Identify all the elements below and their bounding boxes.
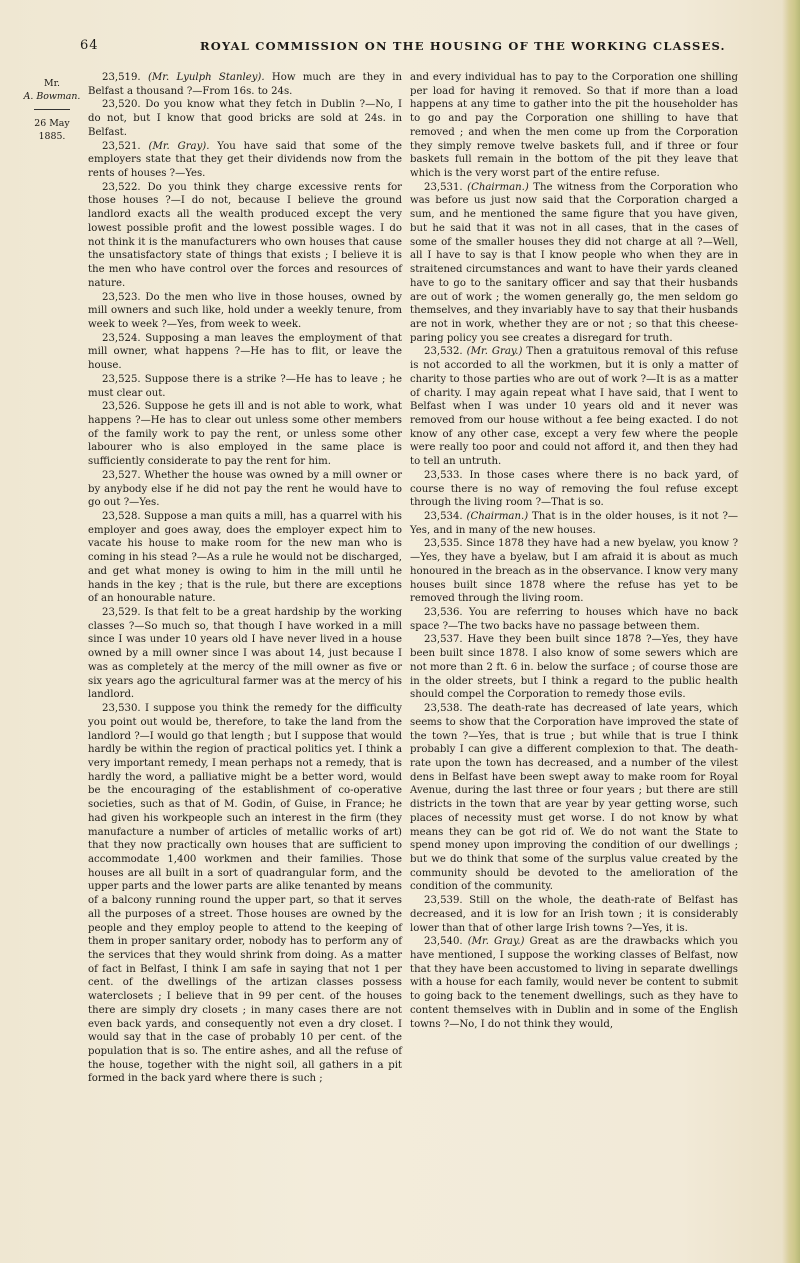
running-title: ROYAL COMMISSION ON THE HOUSING OF THE WORKING CLASSES. [200,39,726,53]
question-number: 23,520. [102,99,141,111]
question-text: Supposing a man leaves the employment of that mill owner, what happens ?—He has to flit, or leave the house. [88,332,402,372]
question-paragraph [88,606,402,702]
question-number: 23,524. [102,332,141,344]
question-number: 23,533. [424,469,463,481]
question-text: Whether the house was owned by a mill owner or by anybody else if he did not pay the rent he would have to go out ?—Yes. [88,469,403,509]
question-number: 23,537. [424,634,463,646]
question-number: 23,526. [102,401,141,413]
question-text: Suppose he gets ill and is not able to work, what happens ?—He has to clear out unless some other members of the family work to pay the rent, or unless some other labourer who is also employed in the same place is sufficiently considerate to pay the rent for him. [88,401,402,468]
question-paragraph [88,291,402,332]
question-text: You have said that some of the employers state that they get their dividends now from the rents of houses ?—Yes. [88,140,402,180]
speaker: (Chairman.) [466,511,529,522]
question-text: In those cases where there is no back yard, of course there is no way of removing the foul refuse except through the living room ?—That is so. [410,469,739,509]
margin-note [20,77,84,143]
question-paragraph [88,400,402,469]
question-text: How much are they in Belfast a thousand ?—From 16s. to 24s. [88,72,402,97]
question-number: 23,521. [102,140,141,152]
question-number: 23,534. [424,511,463,522]
right-column [410,71,738,1031]
question-number: 23,536. [424,607,463,619]
question-number: 23,528. [102,511,141,522]
running-header [80,38,780,56]
question-text: Still on the whole, the death-rate of Belfast has decreased, and it is low for an Irish town ; it is considerably lower than that of other large Irish towns ?—Yes, it is. [410,895,738,934]
speaker: (Mr. Gray.) [467,936,525,948]
speaker: (Mr. Gray.) [466,346,523,358]
question-number: 23,527. [102,469,141,481]
speaker: (Mr. Gray). [148,140,210,152]
question-text: Suppose there is a strike ?—He has to leave ; he must clear out. [88,373,402,399]
question-paragraph [88,181,402,291]
question-text: Do the men who live in those houses, owned by mill owners and such like, hold under a weekly tenure, from week to week ?—Yes, from week to week. [88,291,402,330]
question-paragraph [88,332,402,373]
question-number: 23,532. [424,346,463,358]
speaker: (Chairman.) [467,181,529,193]
question-paragraph [410,894,738,935]
question-text: That is in the older houses, is it not ?—Yes, and in many of the new houses. [410,511,739,536]
question-text: You are referring to houses which have no back space ?—The two backs have no passage between them. [410,607,739,632]
question-number: 23,539. [424,895,463,907]
question-paragraph [88,510,402,606]
margin-witness: A. Bowman. [23,91,81,102]
question-paragraph [410,181,738,346]
page-number: 64 [80,38,99,53]
question-text: Great as are the drawbacks which you have mentioned, I suppose the working classes of Belfast, now that they have been accustomed to living in separate dwellings with a house for each family, would never be content to submit to going back to the tenement dwellings, such as they have to content themselves with in Dublin and in some of the English towns ?—No, I do not think they would, [410,936,738,1030]
speaker: (Mr. Lyulph Stanley). [147,72,265,83]
question-number: 23,538. [424,703,463,715]
question-text: Suppose a man quits a mill, has a quarrel with his employer and goes away, does the employer expect him to vacate his house to make room for the new man who is coming in his stead ?—As a rule he would not be discharged, and get what money is owing to him in the mill until he hands in the key ; that is the rule, but there are exceptions of an honourable nature. [88,511,402,605]
question-number: 23,535. [424,538,463,550]
margin-date: 26 May 1885. [34,118,70,142]
question-paragraph [88,71,402,98]
question-number: 23,519. [102,72,141,83]
question-text: Since 1878 they have had a new byelaw, you know ?—Yes, they have a byelaw, but I am afraid it is about as much honoured in the breach as in the observance. I know very many houses built since 1878 where the refuse has yet to be removed through the living room. [410,538,738,605]
question-paragraph [410,537,738,606]
question-text: Is that felt to be a great hardship by the working classes ?—So much so, that though I have worked in a mill since I was under 10 years old I have never lived in a house owned by a mill owner since I was about 14, just because I was as completely at the mercy of the mill owner as five or six years ago the agricultural farmer was at the mercy of his landlord. [88,607,402,701]
question-paragraph [410,702,738,894]
question-paragraph [410,606,738,633]
question-text: Do you think they charge excessive rents for those houses ?—I do not, because I believe the ground landlord exacts all the wealth produced except the very lowest possible profit and the lowest possible wages. I do not think it is the manufacturers who own houses that cause the unsatisfactory state of things that exists ; I believe it is the men who have control over the forces and resources of nature. [88,181,402,289]
question-number: 23,530. [102,703,141,715]
question-paragraph [410,935,738,1031]
margin-prefix: Mr. [43,78,61,89]
question-number: 23,522. [102,181,141,193]
question-text: The death-rate has decreased of late years, which seems to show that the Corporation have improved the state of the town ?—Yes, that is true ; but while that is true I think probably I can give a different complexion to that. The death-rate upon the town has decreased, and a number of the vilest dens in Belfast have been swept away to make room for Royal Avenue, during the last three or four years ; but there are still districts in the town that are year by year getting worse, such places of necessity must get worse. I do not know by what means they can be got rid of. We do not want the State to spend money upon improving the condition of our dwellings ; but we do think that some of the surplus value created by the community should be devoted to the amelioration of the condition of the community. [410,703,738,893]
question-paragraph [88,98,402,139]
question-text: Then a gratuitous removal of this refuse is not accorded to all the workmen, but it is only a matter of charity to those parties who are out of work ?—It is as a matter of charity. I may again repeat what I have said, that I went to Belfast when I was under 10 years old and it never was removed from our house without a fee being exacted. I do not know of any other case, except a very few where the people were really too poor and could not afford it, and then they had to tell an untruth. [410,346,738,468]
left-column [88,71,402,1086]
question-text: The witness from the Corporation who was before us just now said that the Corporation charged a sum, and he mentioned the same figure that you have given, but he said that it was not in all cases, that in the cases of some of the smaller houses they did not charge at all ?—Well, all I have to say is that I know people who when they are in straitened circumstances and want to have their yards cleaned have to go to the sanitary officer and say that their husbands are out of work ; the women generally go, the men seldom go themselves, and they invariably have to say that their husbands are not in work, whether they are or not ; so that this cheese-paring policy you see creates a disregard for truth. [410,181,739,344]
question-number: 23,523. [102,291,141,303]
question-number: 23,540. [424,936,463,948]
question-paragraph [410,345,738,468]
question-number: 23,531. [424,181,463,193]
question-paragraph [88,140,402,181]
question-text: Have they been built since 1878 ?—Yes, they have been built since 1878. I also know of some sewers which are not more than 2 ft. 6 in. below the surface ; of course those are in the older streets, but I think a regard to the public health should compel the Corporation to remedy those evils. [410,634,739,701]
question-paragraph [410,71,738,181]
question-number: 23,525. [102,373,141,385]
question-text: and every individual has to pay to the Corporation one shilling per load for having it removed. So that if more than a load happens at any time to gather into the pit the householder has to go and pay the Corporation one shilling to have that removed ; and when the men come up from the Corporation they simply remove twelve baskets full, and if three or four baskets full remain in the bottom of the pit they leave that which is the very worst part of the entire refuse. [410,72,738,180]
question-paragraph [410,633,738,702]
question-paragraph [410,469,738,510]
question-paragraph [88,469,402,510]
question-paragraph [88,702,402,1086]
question-paragraph [88,373,402,400]
question-text: Do you know what they fetch in Dublin ?—No, I do not, but I know that good bricks are sold at 24s. in Belfast. [88,99,402,138]
question-paragraph [410,510,738,537]
margin-divider [34,109,70,110]
page-edge-shadow [782,0,800,1263]
question-number: 23,529. [102,607,141,619]
question-text: I suppose you think the remedy for the difficulty you point out would be, therefore, to take the land from the landlord ?—I would go that length ; but I suppose that would hardly be within the region of practical politics yet. I think a very important remedy, I mean perhaps not a remedy, that is hardly the word, a palliative might be a better word, would be the encouraging of the establishment of co-operative societies, such as that of M. Godin, of Guise, in France; he had given his workpeople such an interest in the firm (they manufacture a number of articles of metallic works of art) that they now practically own houses that are sufficient to accommodate 1,400 workmen and their families. Those houses are all built in a sort of quadrangular form, and the upper parts and the lower parts are alike tenanted by means of a balcony running round the upper part, so that it serves all the purposes of a street. Those houses are owned by the people and they employ people to attend to the keeping of them in proper sanitary order, nobody has to perform any of the services that they would shrink from doing. As a matter of fact in Belfast, I think I am safe in saying that not 1 per cent. of the dwellings of the artizan classes possess waterclosets ; I believe that in 99 per cent. of the houses there are simply dry closets ; in many cases there are not even back yards, and consequently not even a dry closet. I would say that in the case of probably 10 per cent. of the population that is so. The entire ashes, and all the refuse of the house, together with the night soil, all gathers in a pit formed in the back yard where there is such ; [88,703,403,1085]
